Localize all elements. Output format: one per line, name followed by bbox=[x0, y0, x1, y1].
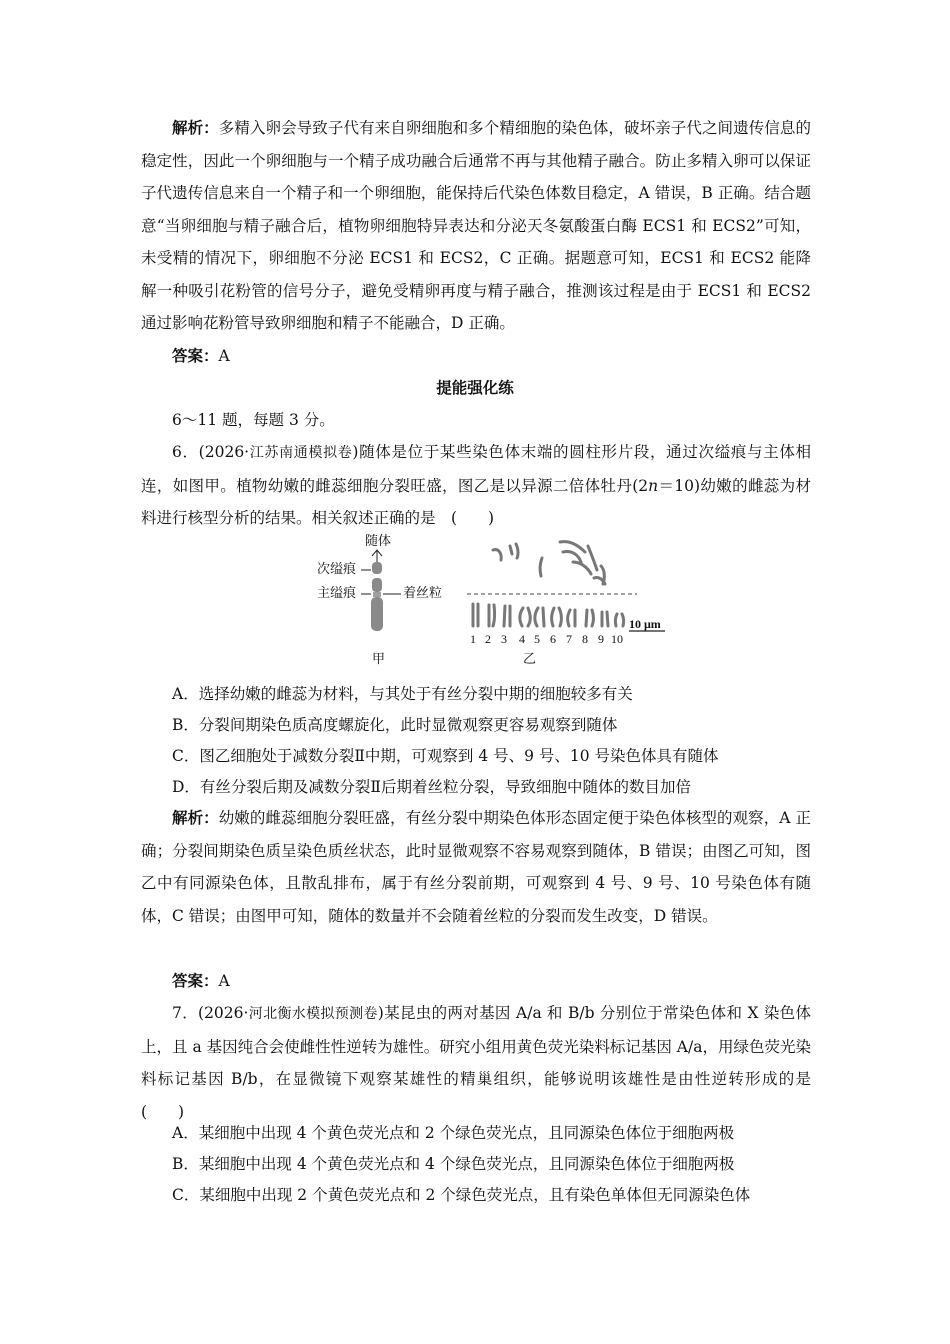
karyotype-number: 7 bbox=[566, 632, 572, 646]
analysis-label: 解析： bbox=[172, 808, 219, 827]
section-title: 提能强化练 bbox=[436, 378, 514, 397]
label-centromere: 着丝粒 bbox=[403, 586, 443, 601]
karyotype-number: 10 bbox=[611, 632, 623, 646]
karyotype-number: 8 bbox=[582, 632, 588, 646]
analysis-text: 多精入卵会导致子代有来自卵细胞和多个精细胞的染色体，破坏亲子代之间遗传信息的稳定性，因此一个卵细胞与一个精子成功融合后通常不再与其他精子融合。防止多精入卵可以保证子代遗传信息来自一个精子和一个卵细胞，能保持后代染色体数目稳定，A 错误，B 正确。结合题意“当卵细胞与精子融合后，植物卵细胞特异表达和分泌天冬氨酸蛋白酶 ECS1 和 ECS2”可知，未受精的情况下，卵细胞不分泌 ECS1 和 ECS2，C 正确。据题意可知，ECS1 和 ECS2 能降解一种吸引花粉管的信号分子，避免受精卵再度与精子融合，推测该过程是由于 ECS1 和 ECS2 通过影响花粉管导致卵细胞和精子不能融合，D 正确。 bbox=[141, 119, 811, 332]
karyotype-number: 2 bbox=[485, 632, 491, 646]
option-a: A．某细胞中出现 4 个黄色荧光点和 2 个绿色荧光点，且同源染色体位于细胞两极 bbox=[172, 1124, 735, 1142]
option-a: A．选择幼嫩的雌蕊为材料，与其处于有丝分裂中期的细胞较多有关 bbox=[172, 685, 633, 703]
analysis-text: 幼嫩的雌蕊细胞分裂旺盛，有丝分裂中期染色体形态固定便于染色体核型的观察，A 正确；分裂间期染色质呈染色质丝状态，此时显微观察不容易观察到随体，B 错误；由图乙可知，图乙中有同源染色体，且散乱排布，属于有丝分裂前期，可观察到 4 号、9 号、10 号染色体有随体，C 错误；由图甲可知，随体的数量并不会随着丝粒的分裂而发生改变，D 错误。 bbox=[141, 809, 811, 925]
question-number: 7．(2026· bbox=[172, 1004, 249, 1022]
option-c: C．某细胞中出现 2 个黄色荧光点和 2 个绿色荧光点，且有染色单体但无同源染色体 bbox=[172, 1186, 751, 1204]
question-source: 河北衡水模拟预测卷 bbox=[248, 1006, 378, 1022]
option-b: B．某细胞中出现 4 个黄色荧光点和 4 个绿色荧光点，且同源染色体位于细胞两极 bbox=[172, 1155, 735, 1173]
karyotype-spread bbox=[493, 542, 605, 584]
option-c: C．图乙细胞处于减数分裂Ⅱ中期，可观察到 4 号、9 号、10 号染色体具有随体 bbox=[172, 747, 719, 765]
question-text: )某昆虫的两对基因 A/a 和 B/b 分别位于常染色体和 X 染色体上，且 a 基因纯合会使雌性性逆转为雄性。研究小组用黄色荧光染料标记基因 A/a，用绿色荧光染料标记基因 B/b，在显微镜下观察某雄性的精巢组织，能够说明该雄性是由性逆转形成的是 ( ) bbox=[141, 1004, 827, 1121]
answer-label: 答案： bbox=[172, 971, 219, 990]
question-number: 6．(2026· bbox=[172, 443, 250, 461]
analysis-q5 bbox=[141, 112, 811, 340]
caption-yi: 乙 bbox=[523, 652, 537, 667]
label-secondary-constriction: 次缢痕 bbox=[317, 562, 357, 577]
label-satellite: 随体 bbox=[365, 534, 392, 549]
answer-q5 bbox=[141, 340, 811, 373]
karyotype-figure bbox=[305, 528, 675, 678]
question-6-stem bbox=[141, 436, 811, 535]
formula-rest: ＝10) bbox=[658, 476, 701, 495]
question-text: )随体是位于某些染色体末端的圆柱形片段，通过次缢痕与主体相连，如图甲。植物幼嫩的雌蕊细胞分裂旺盛，图乙是以异源二倍体牡丹 bbox=[141, 443, 811, 495]
label-primary-constriction: 主缢痕 bbox=[317, 586, 357, 601]
analysis-q6 bbox=[141, 802, 811, 932]
karyotype-number: 6 bbox=[550, 632, 556, 646]
formula-open: (2 bbox=[632, 476, 649, 495]
karyotype-number: 4 bbox=[519, 632, 525, 646]
karyotype-number: 9 bbox=[598, 632, 604, 646]
answer-label: 答案： bbox=[172, 346, 219, 365]
option-d: D．有丝分裂后期及减数分裂Ⅱ后期着丝粒分裂，导致细胞中随体的数目加倍 bbox=[172, 778, 691, 796]
answer-q6 bbox=[141, 965, 811, 998]
karyotype-number: 3 bbox=[501, 632, 507, 646]
question-source: 江苏南通模拟卷 bbox=[249, 445, 353, 461]
scale-label: 10 μm bbox=[629, 617, 661, 631]
answer-value: A bbox=[218, 972, 230, 990]
caption-jia: 甲 bbox=[372, 652, 386, 667]
karyotype-number: 1 bbox=[470, 632, 476, 646]
option-b: B．分裂间期染色质高度螺旋化，此时显微观察更容易观察到随体 bbox=[172, 716, 618, 734]
karyotype-number: 5 bbox=[534, 632, 540, 646]
question-text-end: 幼嫩的雌蕊为材料进行核型分析的结果。相关叙述正确的是 ( ) bbox=[141, 476, 811, 527]
formula-var: n bbox=[648, 476, 659, 495]
question-7-stem bbox=[141, 997, 827, 1128]
scoring-note: 6～11 题，每题 3 分。 bbox=[172, 411, 335, 429]
answer-value: A bbox=[218, 347, 230, 365]
analysis-label: 解析： bbox=[172, 118, 219, 137]
figure-drawing bbox=[305, 528, 675, 678]
chromosome-diagram bbox=[361, 550, 401, 631]
karyotype-row bbox=[473, 604, 624, 626]
